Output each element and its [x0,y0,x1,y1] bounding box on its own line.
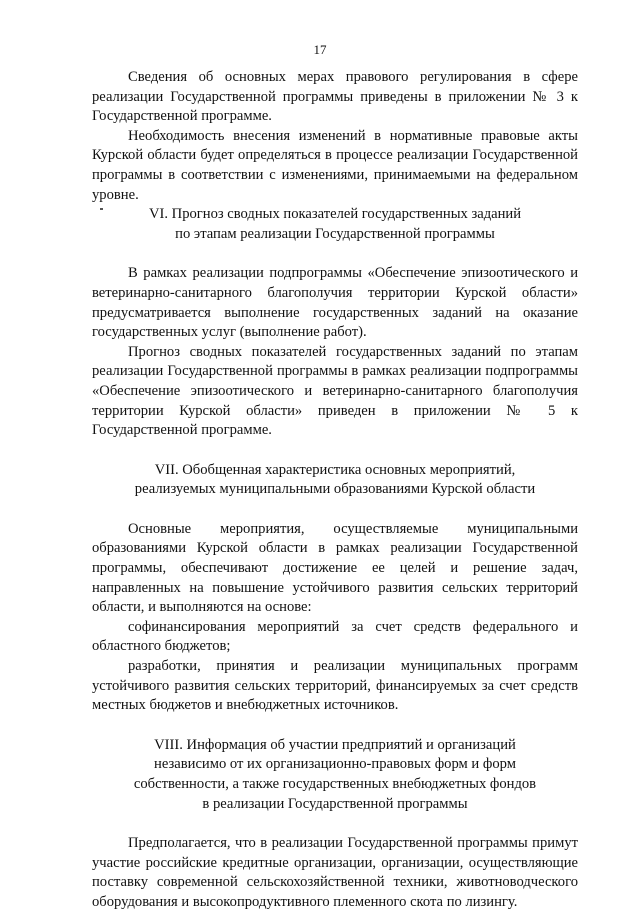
section-8-heading [92,736,578,814]
document-body [92,68,578,913]
section-7-title-line-2: реализуемых муниципальными образованиями Курской области [134,481,536,498]
spacer [92,244,578,264]
spacer [92,500,578,520]
section-7-paragraph-3: разработки, принятия и реализации муниципальных программ устойчивого развития сельских территорий, финансируемых за счет средств местных бюджетов и внебюджетных источников. [92,658,578,714]
section-8-title-line-3: собственности, а также государственных внебюджетных фондов [133,776,537,792]
section-7-title-line-1: VII. Обобщенная характеристика основных мероприятий, [154,461,516,478]
section-8-title-line-2: независимо от их организационно-правовых форм и форм [154,756,516,773]
paragraph-intro-2: Необходимость внесения изменений в нормативные правовые акты Курской области будет определяться в процессе реализации Государственной программы в соответствии с изменениями, принимаемыми на федеральном уровне. [92,127,578,203]
section-6-paragraph-2: Прогноз сводных показателей государственных заданий по этапам реализации Государственной программы в рамках реализации подпрограммы «Обеспечение эпизоотического и ветеринарно-санитарного благополучия территории Курской области» приведен в приложении № 5 к Государственной программе. [92,343,578,439]
spacer [92,814,578,834]
section-8-title-line-4: в реализации Государственной программы [202,795,468,812]
section-6-title-line-1: VI. Прогноз сводных показателей государственных заданий [148,206,522,223]
section-7-heading [92,461,578,500]
section-8-paragraph-1: Предполагается, что в реализации Государственной программы примут участие российские кредитные организации, организации, осуществляющие поставку современной сельскохозяйственной техники, животноводческого оборудования и высокопродуктивного племенного скота по лизингу. [92,835,578,910]
section-8-title-line-1: VIII. Информация об участии предприятий и организаций [154,736,516,753]
section-7-paragraph-1: Основные мероприятия, осуществляемые муниципальными образованиями Курской области в рамках реализации Государственной программы, обеспечивают достижение ее целей и решение задач, направленных на повышение устойчивого развития сельских территорий области, и выполняются на основе: [92,520,578,616]
spacer [92,716,578,736]
section-6-heading [92,205,578,244]
spacer [92,441,578,461]
paragraph-intro-1: Сведения об основных мерах правового регулирования в сфере реализации Государственной программы приведены в приложении № 3 к Государственной программе. [92,69,578,125]
page-number: 17 [313,42,327,57]
section-6-paragraph-1: В рамках реализации подпрограммы «Обеспечение эпизоотического и ветеринарно-санитарного благополучия территории Курской области» предусматривается выполнение государственных заданий на оказание государственных услуг (выполнение работ). [92,265,578,341]
section-7-paragraph-2: софинансирования мероприятий за счет средств федерального и областного бюджетов; [92,618,578,655]
section-6-title-line-2: по этапам реализации Государственной программы [175,225,495,242]
